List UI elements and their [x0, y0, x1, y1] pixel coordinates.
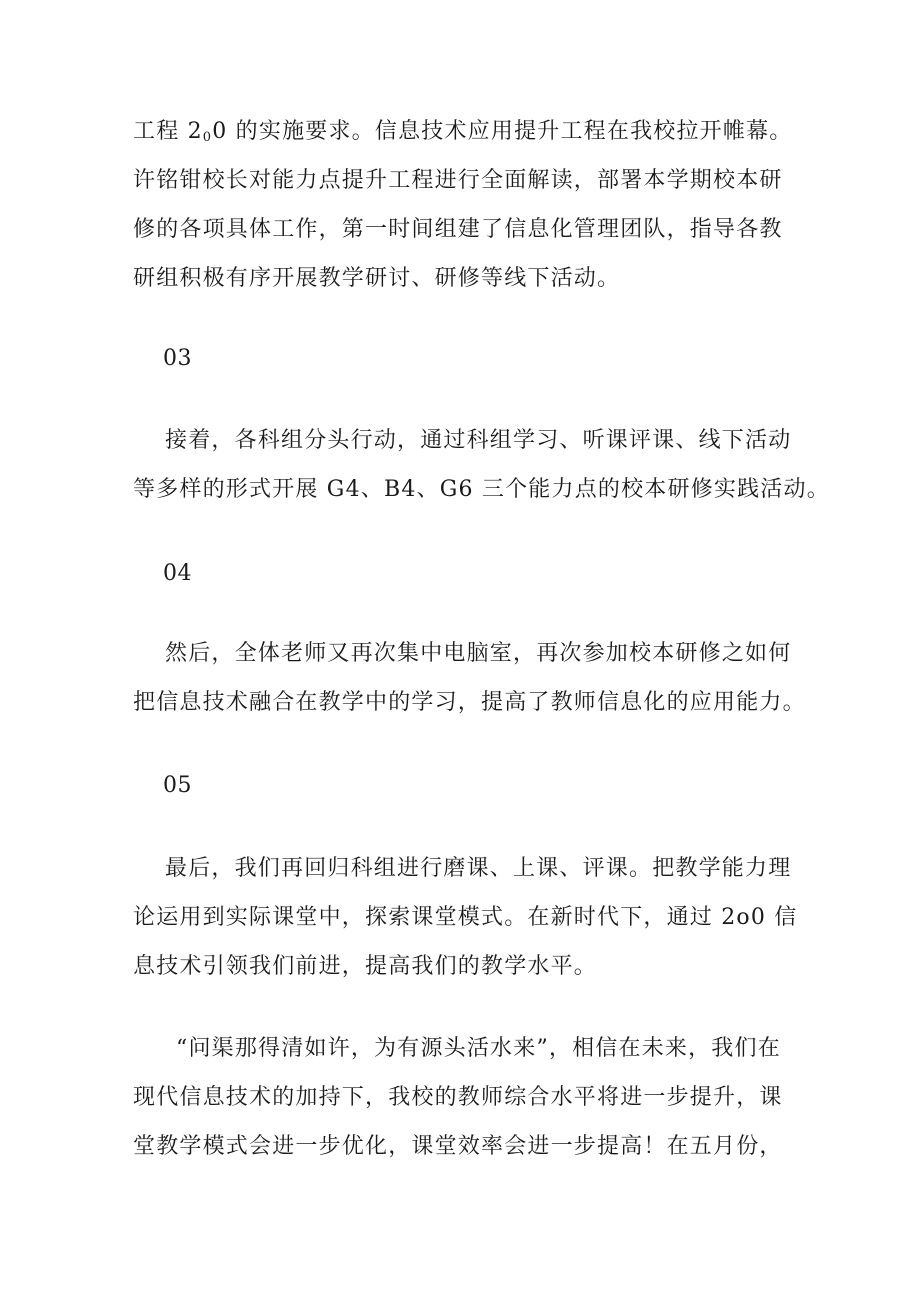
- paragraph-line: [133, 118, 793, 152]
- paragraph-line: 研组积极有序开展教学研讨、研修等线下活动。: [133, 266, 621, 291]
- paragraph-line: 修的各项具体工作，第一时间组建了信息化管理团队，指导各教: [133, 217, 783, 242]
- paragraph-line: 现代信息技术的加持下，我校的教师综合水平将进一步提升，课: [133, 1085, 783, 1110]
- paragraph-line: 许铭钳校长对能力点提升工程进行全面解读，部署本学期校本研: [133, 168, 783, 193]
- paragraph-line: 等多样的形式开展 G4、B4、G6 三个能力点的校本研修实践活动。: [133, 477, 830, 502]
- paragraph-line: 接着，各科组分头行动，通过科组学习、听课评课、线下活动: [165, 428, 792, 453]
- paragraph-line: 息技术引领我们前进，提高我们的教学水平。: [133, 954, 598, 979]
- paragraph-line: 然后，全体老师又再次集中电脑室，再次参加校本研修之如何: [165, 641, 792, 666]
- text-run: 0 的实施要求。信息技术应用提升工程在我校拉开帷幕。: [212, 119, 793, 144]
- paragraph-line: 论运用到实际课堂中，探索课堂模式。在新时代下，通过 2o0 信: [133, 905, 798, 930]
- paragraph-line: 堂教学模式会进一步优化，课堂效率会进一步提高！在五月份，: [133, 1134, 783, 1159]
- subscript-text: 0: [202, 130, 213, 145]
- section-number: 03: [163, 346, 192, 371]
- paragraph-line: “问渠那得清如许，为有源头活水来”，相信在未来，我们在: [176, 1036, 781, 1061]
- paragraph-line: 最后，我们再回归科组进行磨课、上课、评课。把教学能力理: [165, 856, 792, 881]
- paragraph-line: 把信息技术融合在教学中的学习，提高了教师信息化的应用能力。: [133, 690, 806, 715]
- section-number: 04: [163, 561, 192, 586]
- text-run: 工程 2: [133, 119, 203, 144]
- section-number: 05: [163, 773, 192, 798]
